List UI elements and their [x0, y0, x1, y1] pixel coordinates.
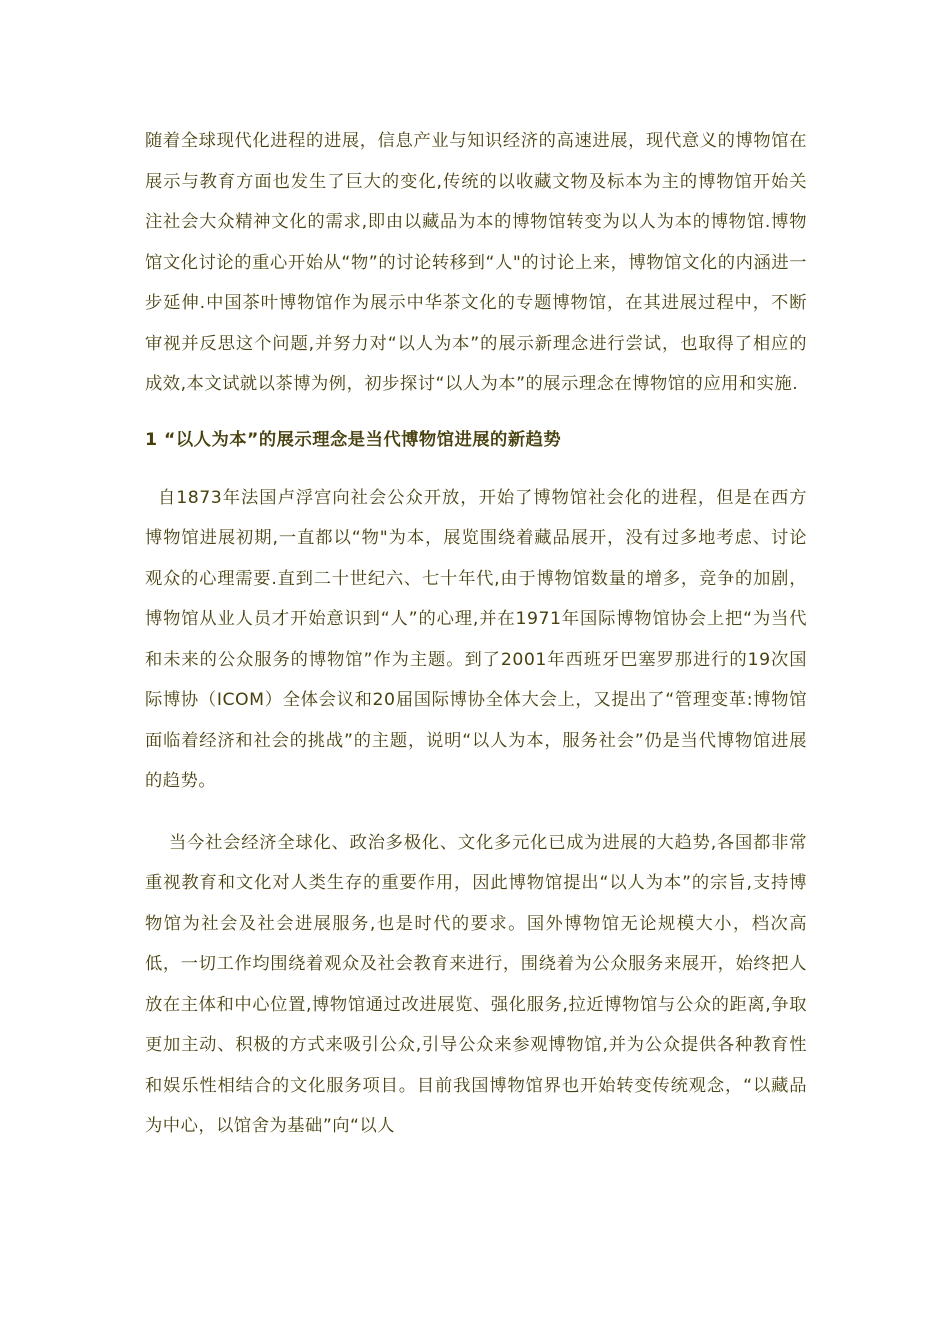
intro-paragraph: 随着全球现代化进程的进展，信息产业与知识经济的高速进展，现代意义的博物馆在展示与教育方面也发生了巨大的变化,传统的以收藏文物及标本为主的博物馆开始关注社会大众精神文化的需求,即由以藏品为本的博物馆转变为以人为本的博物馆.博物馆文化讨论的重心开始从“物”的讨论转移到“人"的讨论上来，博物馆文化的内涵进一步延伸.中国茶叶博物馆作为展示中华茶文化的专题博物馆，在其进展过程中，不断审视并反思这个问题,并努力对“以人为本”的展示新理念进行尝试，也取得了相应的成效,本文试就以茶博为例，初步探讨“以人为本”的展示理念在博物馆的应用和实施. — [145, 131, 807, 394]
section-paragraph-2: 当今社会经济全球化、政治多极化、文化多元化已成为进展的大趋势,各国都非常重视教育和文化对人类生存的重要作用，因此博物馆提出“以人为本”的宗旨,支持博物馆为社会及社会进展服务,也是时代的要求。国外博物馆无论规模大小，档次高低，一切工作均围绕着观众及社会教育来进行，围绕着为公众服务来展开，始终把人放在主体和中心位置,博物馆通过改进展览、强化服务,拉近博物馆与公众的距离,争取更加主动、积极的方式来吸引公众,引导公众来参观博物馆,并为公众提供各种教育性和娱乐性相结合的文化服务项目。目前我国博物馆界也开始转变传统观念，“以藏品为中心，以馆舍为基础”向“以人 — [145, 832, 807, 1136]
section-heading: 1 “以人为本”的展示理念是当代博物馆进展的新趋势 — [145, 429, 562, 450]
section-paragraph-1: 自1873年法国卢浮宫向社会公众开放，开始了博物馆社会化的进程，但是在西方博物馆进展初期,一直都以“物"为本，展览围绕着藏品展开，没有过多地考虑、讨论观众的心理需要.直到二十世纪六、七十年代,由于博物馆数量的增多，竞争的加剧，博物馆从业人员才开始意识到“人”的心理,并在1971年国际博物馆协会上把“为当代和未来的公众服务的博物馆”作为主题。到了2001年西班牙巴塞罗那进行的19次国际博协（ICOM）全体会议和20届国际博协全体大会上，又提出了“管理变革:博物馆面临着经济和社会的挑战”的主题，说明“以人为本，服务社会”仍是当代博物馆进展的趋势。 — [145, 487, 807, 791]
document-page — [145, 121, 807, 1147]
